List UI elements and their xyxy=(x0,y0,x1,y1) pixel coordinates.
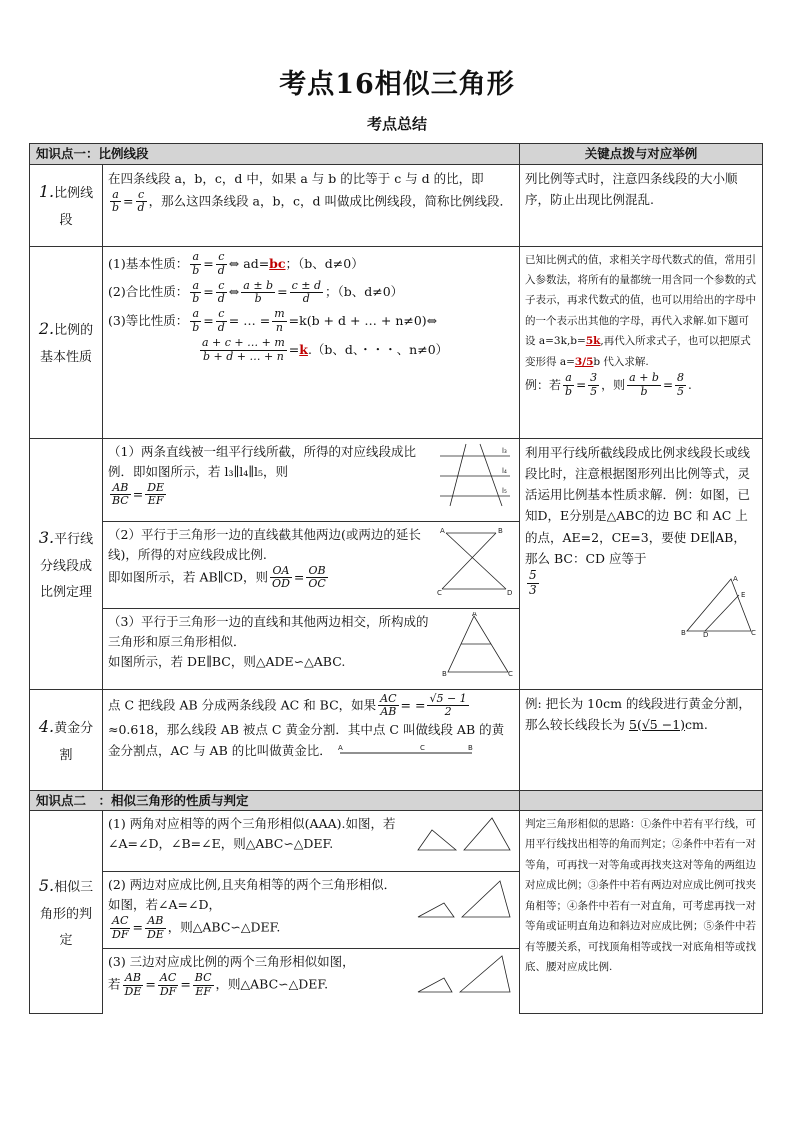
label-c-tri: C xyxy=(508,669,513,678)
label-l5: l₅ xyxy=(502,486,507,495)
segment-label-c: C xyxy=(419,743,425,752)
row-content-similar-triangles xyxy=(103,811,520,1014)
row-content-basic-property xyxy=(103,246,520,438)
header-knowledge-2: 知识点二 ：相似三角形的性质与判定 xyxy=(30,790,520,811)
basic-property-line: (1)基本性质： $\frac{a}{b}$ = $\frac{c}{d}$ ⇔ ad=bc；（b、d≠0） xyxy=(108,249,364,277)
row-note-similar-triangles: 判定三角形相似的思路：①条件中若有平行线，可用平行线找出相等的角而判定；②条件中若有一对等角，可再找一对等角或再找夹这对等角的两组边对应成比例；③条件中若有两边对应成比例可找夹角相等；④条件中若有一对直角，可考虑再找一对等角或证明直角边和斜边对应成比例；⑤条件中若有等腰关系，可找顶角相等或找一对底角相等或找底、腰对应成比例. xyxy=(520,811,763,1014)
parallel-case-2: A B C D （2）平行于三角形一边的直线截其他两边(或两边的延长 线)，所得的对应线段成比例. 即如图所示，若 AB∥CD，则 $\frac{OA}{OD}$ = $\frac{OB}{OC}$ xyxy=(103,521,519,608)
row-note-parallel-lines: 利用平行线所截线段成比例求线段长或线段比时，注意根据图形列出比例等式，灵活运用比例基本性质求解．例：如图，已知D，E分别是△ABC的边 BC 和 AC 上的点，AE=2，CE=3，要使 DE∥AB，那么 BC：CD 应等于 $\frac{5}{3}$ A B C D E xyxy=(520,438,763,689)
parallel-case-1: l₃ l₄ l₅ （1）两条直线被一组平行线所截，所得的对应线段成比例．即如图所示，若 l₃∥l₄∥l₅，则 $\frac{AB}{BC}$ = $\frac{DE}{EF}$ xyxy=(103,439,519,522)
equal-property-result: $\frac{a + c + \dots + m}{b + d + \dots + n}$ =k.（b、d、・・・、n≠0） xyxy=(202,336,449,363)
segment-label-a: A xyxy=(337,743,343,752)
row-note-proportional-segments: 列比例等式时，注意四条线段的大小顺序，防止出现比例混乱. xyxy=(520,164,763,246)
segment-label-b: B xyxy=(467,743,473,752)
header-knowledge-1: 知识点一：比例线段 xyxy=(30,144,520,165)
row-name-basic-property: 2.比例的基本性质 xyxy=(30,246,103,438)
header-knowledge-2-blank xyxy=(520,790,763,811)
row-content-parallel-lines xyxy=(103,438,520,689)
parallel-case-3: A B C （3）平行于三角形一边的直线和其他两边相交，所构成的三角形和原三角形相似． 如图所示，若 DE∥BC，则△ADE∽△ABC. xyxy=(108,611,513,678)
label-a-tri: A xyxy=(472,611,477,618)
page-title: 考点16相似三角形 xyxy=(279,69,515,100)
label-d: D xyxy=(507,588,513,597)
label-b-ex: B xyxy=(681,629,686,637)
row-note-golden-section: 例: 把长为 10cm 的线段进行黄金分割，那么较长线段长为 5(√5 −1)cm. xyxy=(520,689,763,790)
row-name-similar-triangles: 5.相似三角形的判定 xyxy=(30,811,103,1014)
sum-property-line: (2)合比性质： $\frac{a}{b}$ = $\frac{c}{d}$ ⇔ $\frac{a \pm b}{b}$ = $\frac{c \pm d}{d}$ ；（b、d≠0） xyxy=(108,278,404,306)
page-subtitle: 考点总结 xyxy=(366,115,427,133)
sss-triangles-figure xyxy=(414,952,514,996)
label-a: A xyxy=(440,526,445,535)
similar-case-sas: (2) 两边对应成比例,且夹角相等的两个三角形相似．如图，若∠A=∠D， $\frac{AC}{DF}$ = $\frac{AB}{DE}$ ，则△ABC∽△DEF. xyxy=(103,872,519,949)
header-key-points: 关键点拨与对应举例 xyxy=(520,144,763,165)
parallel-lines-figure xyxy=(436,442,514,508)
row-name-parallel-lines: 3.平行线分线段成比例定理 xyxy=(30,438,103,689)
label-c-ex: C xyxy=(751,629,756,637)
example-triangle-figure xyxy=(681,575,757,637)
similar-case-aaa: (1) 两角对应相等的两个三角形相似(AAA).如图，若∠A=∠D，∠B=∠E，则△ABC∽△DEF. xyxy=(103,811,519,872)
golden-section-segment xyxy=(336,743,476,761)
row-name-proportional-segments: 1.比例线段 xyxy=(30,164,103,246)
label-b: B xyxy=(498,526,503,535)
equal-property-line: (3)等比性质： $\frac{a}{b}$ = $\frac{c}{d}$ = … = $\frac{m}{n}$ =k(b + d + … + n≠0)⇔ xyxy=(108,307,438,334)
row-content-proportional-segments: 在四条线段 a，b，c，d 中，如果 a 与 b 的比等于 c 与 d 的比，即 $\frac{a}{b}$ = $\frac{c}{d}$ ，那么这四条线段 a，b，c，d 叫做成比例线段，简称比例线段． xyxy=(103,164,520,246)
label-a-ex: A xyxy=(733,575,738,583)
aaa-triangles-figure xyxy=(414,814,514,854)
hourglass-figure xyxy=(436,525,514,597)
summary-table xyxy=(29,143,763,1014)
label-l3: l₃ xyxy=(502,446,507,455)
row-note-basic-property: 已知比例式的值，求相关字母代数式的值，常用引入参数法，将所有的量都统一用含同一个参数的式子表示，再求代数式的值，也可以用给出的字母中 的一个表示出其他的字母，再代入求解.如下题可设 a=3k,b=5k,再代入所求式子，也可以把原式变形得 a=3/5b 代入求解. 例：若 $\frac{a}{b}$ = $\frac{3}{5}$ ，则 $\frac{a + b}{b}$ = $\frac{8}{5}$ . xyxy=(520,246,763,438)
sas-triangles-figure xyxy=(414,875,514,923)
label-l4: l₄ xyxy=(502,466,507,475)
similar-case-sss: (3) 三边对应成比例的两个三角形相似如图， 若 $\frac{AB}{DE}$ = $\frac{AC}{DF}$ = $\frac{BC}{EF}$ ，则△ABC∽△DEF. xyxy=(103,949,519,1014)
label-c: C xyxy=(437,588,442,597)
triangle-de-bc-figure xyxy=(442,612,514,678)
row-content-golden-section: 点 C 把线段 AB 分成两条线段 AC 和 BC，如果 $\frac{AC}{AB}$ = = $\frac{√5 - 1}{2}$ ≈0.618，那么线段 AB 被点 C 黄金分割．其中点 C 叫做线段 AB 的黄金分割点，AC 与 AB 的比叫做黄金比． A C B xyxy=(103,689,520,790)
row-name-golden-section: 4.黄金分割 xyxy=(30,689,103,790)
label-d-ex: D xyxy=(703,631,709,637)
label-b-tri: B xyxy=(442,669,447,678)
label-e-ex: E xyxy=(741,591,746,599)
